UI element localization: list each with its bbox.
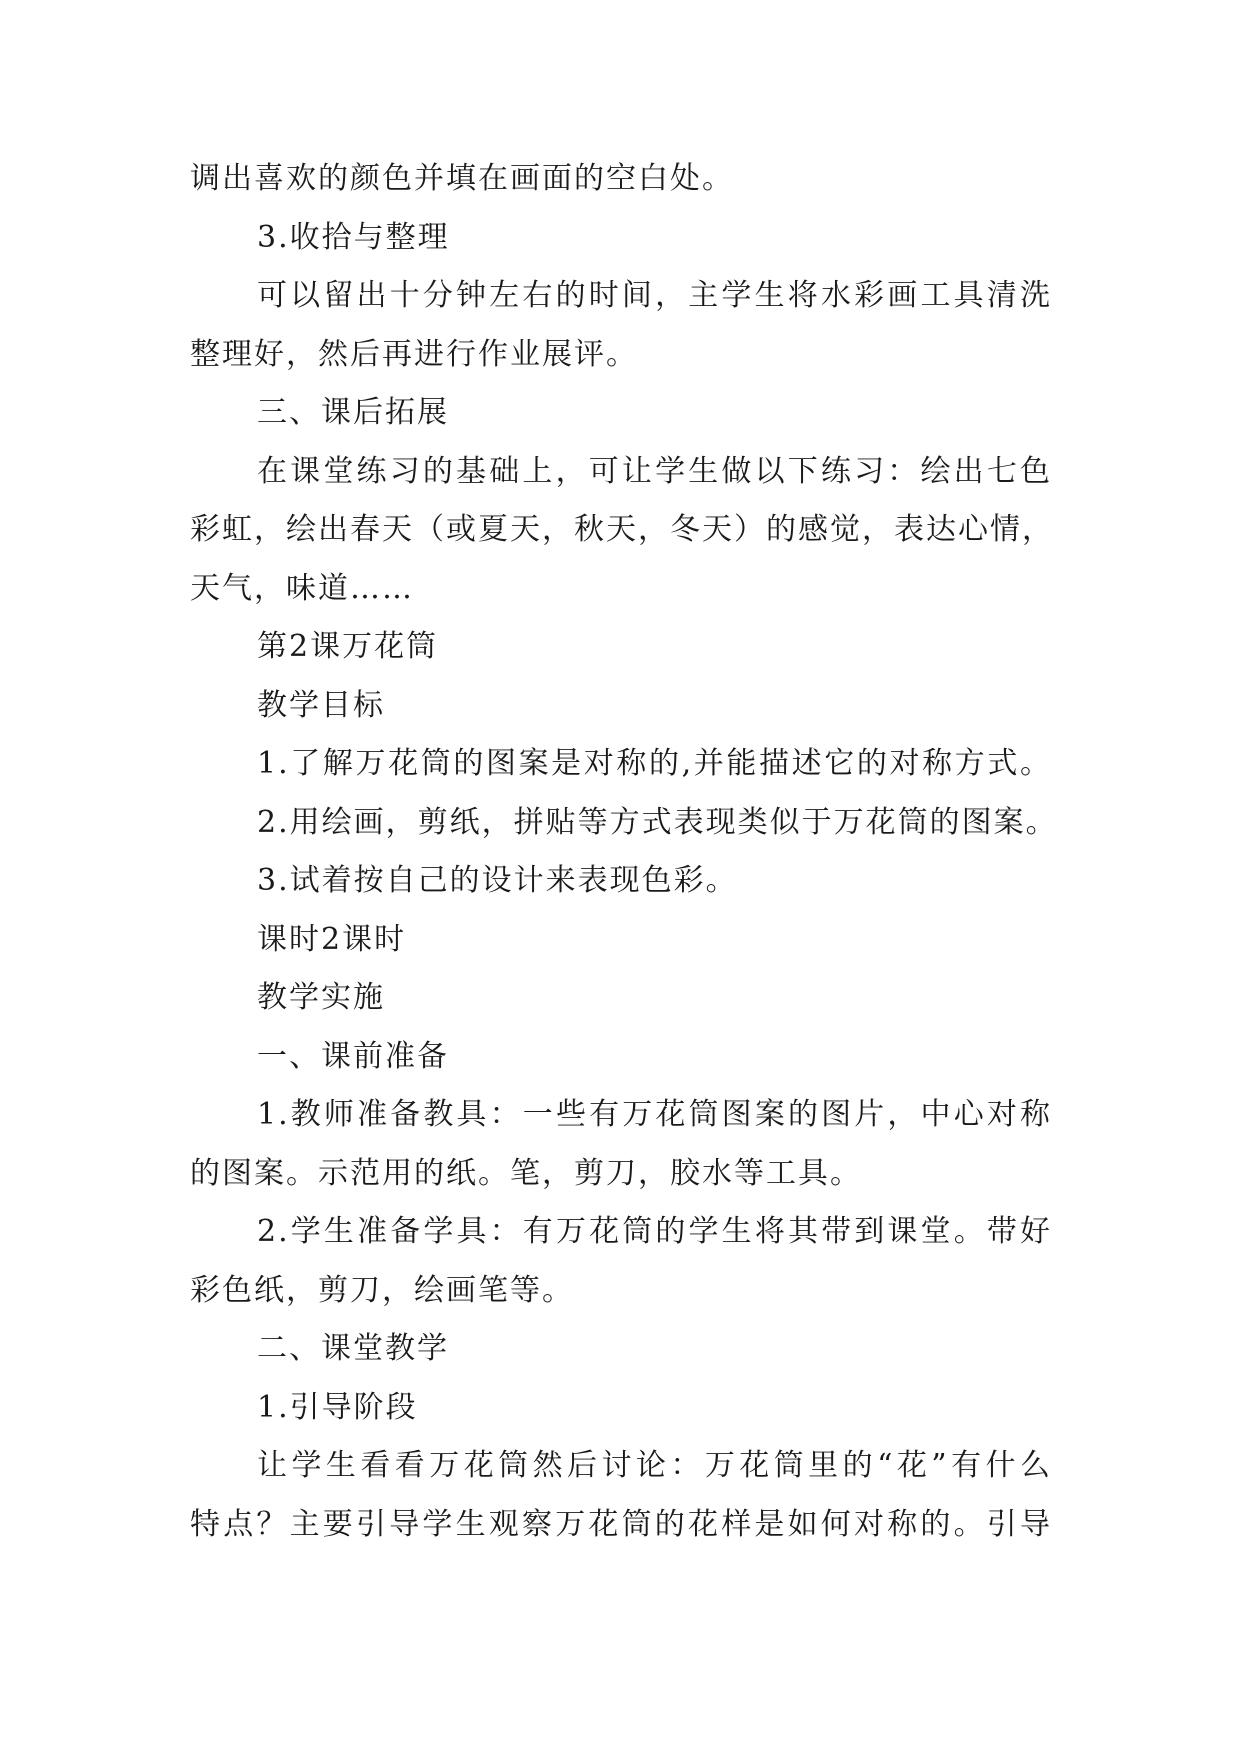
text-line: 天气，味道……: [190, 570, 414, 606]
text-line: 教学实施: [257, 980, 385, 1015]
text-line: 可以留出十分钟左右的时间，主学生将水彩画工具清洗: [257, 278, 1052, 313]
text-line: 在课堂练习的基础上，可让学生做以下练习：绘出七色: [257, 453, 1052, 489]
text-line: 第2课万花筒: [257, 629, 439, 664]
text-line: 调出喜欢的颜色并填在画面的空白处。: [190, 161, 734, 196]
document-body: [190, 150, 1058, 1554]
text-line: 1.了解万花筒的图案是对称的,并能描述它的对称方式。: [257, 746, 1052, 781]
text-line: 1.引导阶段: [257, 1389, 418, 1425]
text-line: 整理好，然后再进行作业展评。: [190, 336, 638, 372]
text-line: 彩色纸，剪刀，绘画笔等。: [190, 1272, 574, 1308]
text-line: 一、课前准备: [257, 1038, 449, 1074]
text-line: 3.试着按自己的设计来表现色彩。: [257, 863, 738, 898]
text-line: 二、课堂教学: [257, 1331, 449, 1366]
text-line: 彩虹，绘出春天（或夏天，秋天，冬天）的感觉，表达心情，: [190, 512, 1054, 547]
text-line: 教学目标: [257, 687, 385, 723]
text-line: 3.收拾与整理: [257, 219, 450, 255]
text-line: 2.用绘画，剪纸，拼贴等方式表现类似于万花筒的图案。: [257, 804, 1058, 840]
text-line: 特点？主要引导学生观察万花筒的花样是如何对称的。引导: [190, 1506, 1052, 1542]
text-line: 的图案。示范用的纸。笔，剪刀，胶水等工具。: [190, 1155, 862, 1191]
text-line: 1.教师准备教具：一些有万花筒图案的图片，中心对称: [257, 1097, 1052, 1132]
text-line: 让学生看看万花筒然后讨论：万花筒里的“花”有什么: [257, 1448, 1052, 1483]
text-line: 三、课后拓展: [257, 395, 449, 430]
text-line: 课时2课时: [257, 921, 407, 957]
text-line: 2.学生准备学具：有万花筒的学生将其带到课堂。带好: [257, 1214, 1052, 1249]
